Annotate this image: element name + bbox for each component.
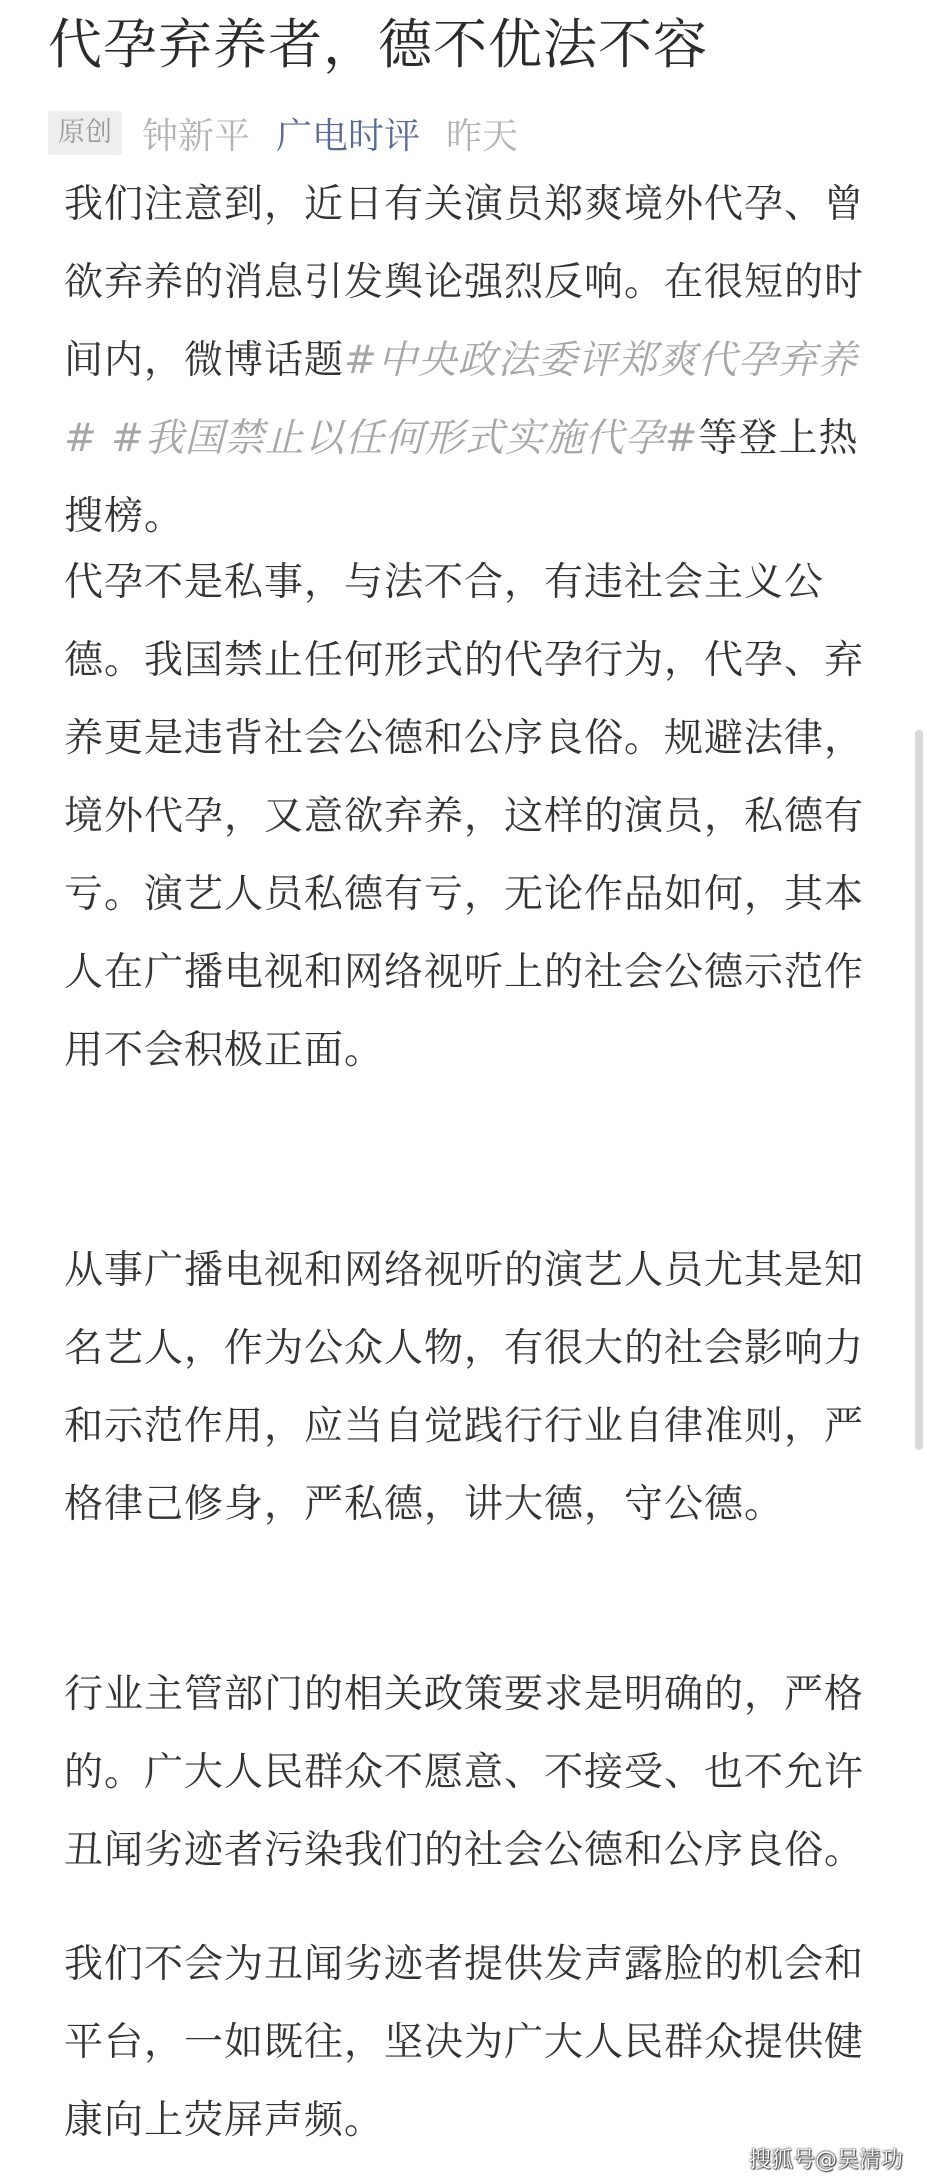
article-meta: [48, 108, 518, 158]
hashtag-link-1[interactable]: #中央政法委评郑爽代孕弃养#: [64, 338, 858, 461]
paragraph-5: 我们不会为丑闻劣迹者提供发声露脸的机会和平台，一如既往，坚决为广大人民群众提供健康向上荧屏声频。: [64, 1942, 865, 2143]
scrollbar[interactable]: [915, 730, 923, 1450]
watermark: 搜狐号@吴清功: [748, 2148, 903, 2173]
publish-date: 昨天: [446, 115, 519, 157]
paragraph-1-text-before: 我们注意到，近日有关演员郑爽境外代孕、曾欲弃养的消息引发舆论强烈反响。在很短的时间内，微博话题: [64, 182, 865, 383]
paragraph-3: 从事广播电视和网络视听的演艺人员尤其是知名艺人，作为公众人物，有很大的社会影响力和示范作用，应当自觉践行行业自律准则，严格律己修身，严私德，讲大德，守公德。: [64, 1248, 865, 1527]
paragraph-1: [64, 166, 876, 556]
account-link[interactable]: 广电时评: [276, 115, 421, 157]
paragraph-4: 行业主管部门的相关政策要求是明确的，严格的。广大人民群众不愿意、不接受、也不允许丑闻劣迹者污染我们的社会公德和公序良俗。: [64, 1672, 865, 1873]
paragraph-1-text-after: 等登上热搜榜。: [64, 416, 859, 539]
hashtag-separator: [98, 416, 111, 461]
hashtag-link-2[interactable]: #我国禁止以任何形式实施代孕#: [111, 416, 699, 461]
article-title: 代孕弃养者，德不优法不容: [48, 13, 708, 76]
original-badge: 原创: [48, 111, 122, 155]
paragraph-2: 代孕不是私事，与法不合，有违社会主义公德。我国禁止任何形式的代孕行为，代孕、弃养更是违背社会公德和公序良俗。规避法律，境外代孕，又意欲弃养，这样的演员，私德有亏。演艺人员私德有亏，无论作品如何，其本人在广播电视和网络视听上的社会公德示范作用不会积极正面。: [64, 560, 865, 1073]
author-name: 钟新平: [142, 115, 251, 157]
